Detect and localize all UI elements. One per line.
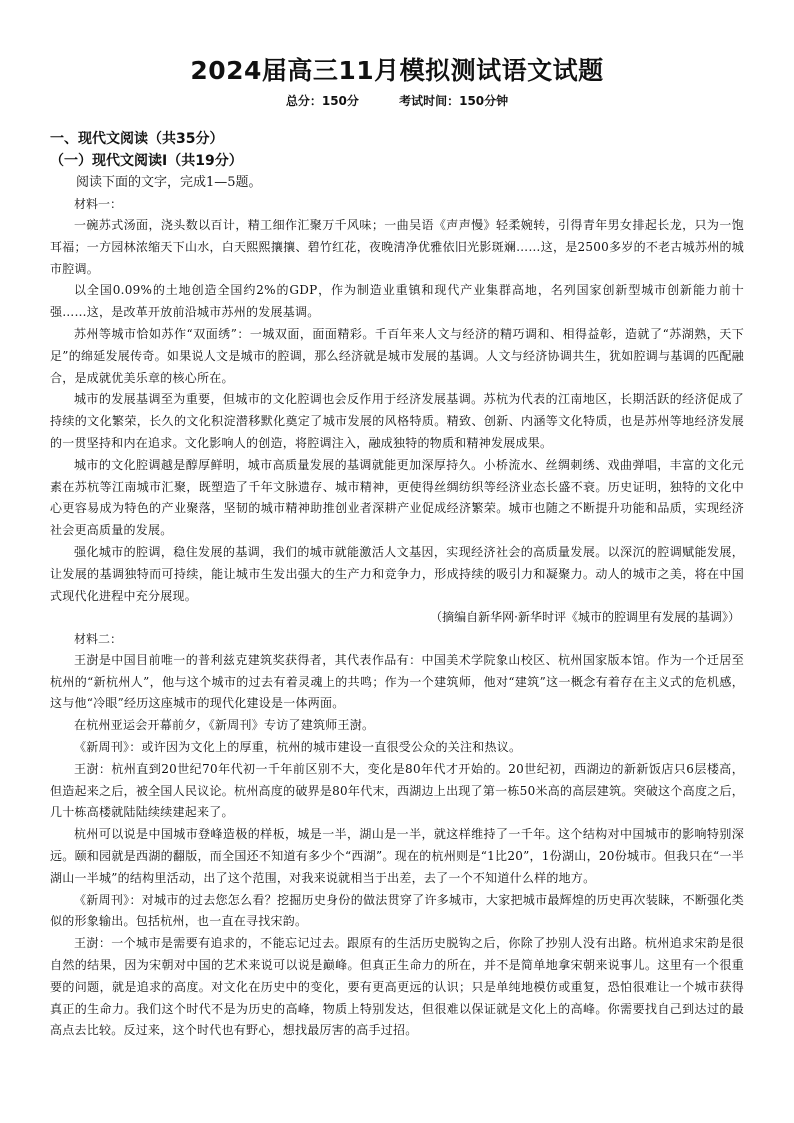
material-one-label: 材料一： bbox=[74, 197, 123, 211]
material-two-label: 材料二： bbox=[74, 631, 123, 646]
material-two-paragraph: 杭州可以说是中国城市登峰造极的样板，城是一半，湖山是一半，就这样维持了一千年。这个结构对中国城市的影响特别深远。颐和园就是西湖的翻版，而全国还不知道有多少个“西湖”。现在的杭州则是“1比20”，1份湖山，20份城市。但我只在“一半湖山一半城”的结构里活动，出了这个范围，对我来说就相当于出差，去了一个不知道什么样的地方。 bbox=[50, 827, 744, 885]
material-one-paragraph: 强化城市的腔调，稳住发展的基调，我们的城市就能激活人文基因，实现经济社会的高质量发展。以深沉的腔调赋能发展，让发展的基调独特而可持续，能让城市生发出强大的生产力和竞争力，形成持续的吸引力和凝聚力。动人的城市之美，将在中国式现代化进程中充分展现。 bbox=[50, 544, 744, 603]
material-one-paragraph: 一碗苏式汤面，浇头数以百计，精工细作汇聚万千风味；一曲吴语《声声慢》轻柔婉转，引得青年男女排起长龙，只为一饱耳福；一方园林浓缩天下山水，白天熙熙攘攘、碧竹红花，夜晚清净优雅依旧光影斑斓……这，是2500多岁的不老古城苏州的城市腔调。 bbox=[50, 218, 744, 276]
material-one-paragraph: 苏州等城市恰如苏作“双面绣”：一城双面，面面精彩。千百年来人文与经济的精巧调和、相得益彰，造就了“苏湖熟，天下足”的绵延发展传奇。如果说人文是城市的腔调，那么经济就是城市发展的基调。人文与经济协调共生，犹如腔调与基调的匹配融合，是成就优美乐章的核心所在。 bbox=[50, 326, 744, 385]
material-two-paragraph: 王澍：一个城市是需要有追求的，不能忘记过去。跟原有的生活历史脱钩之后，你除了抄别人没有出路。杭州追求宋韵是很自然的结果，因为宋朝对中国的艺术来说可以说是巅峰。但真正生命力的所在，并不是简单地拿宋朝来说事儿。这里有一个很重要的问题，就是追求的高度。对文化在历史中的变化，要有更高更远的认识；只是单纯地模仿或重复，恐怕很难让一个城市获得真正的生命力。我们这个时代不是为历史的高峰，物质上特别发达，但很难以保证就是文化上的高峰。你需要找自己到达过的最高点去比较。反过来，这个时代也有野心，想找最厉害的高手过招。 bbox=[50, 936, 744, 1038]
exam-title: 2024届高三11月模拟测试语文试题 bbox=[190, 56, 604, 85]
reading-instruction: 阅读下面的文字，完成1—5题。 bbox=[76, 175, 262, 190]
exam-meta bbox=[50, 92, 744, 110]
section-heading: 一、现代文阅读（共35分） bbox=[50, 131, 224, 147]
subsection-heading: （一）现代文阅读I（共19分） bbox=[50, 153, 243, 169]
material-two-paragraph: 《新周刊》：或许因为文化上的厚重，杭州的城市建设一直很受公众的关注和热议。 bbox=[74, 740, 522, 755]
exam-time: 考试时间：150分钟 bbox=[399, 94, 509, 108]
material-two-paragraph: 《新周刊》：对城市的过去您怎么看？挖掘历史身份的做法贯穿了许多城市，大家把城市最辉煌的历史再次装睐，不断强化类似的形象输出。包括杭州，也一直在寻找宋韵。 bbox=[50, 892, 744, 929]
material-one-paragraph: 城市的发展基调至为重要，但城市的文化腔调也会反作用于经济发展基调。苏杭为代表的江南地区，长期活跃的经济促成了持续的文化繁荣，长久的文化积淀潜移默化奠定了城市发展的风格特质。精致、创新、内涵等文化特质，也是苏州等地经济发展的一贯坚持和内在追求。文化影响人的创造，将腔调注入，融成独特的物质和精神发展成果。 bbox=[50, 392, 744, 450]
material-one-paragraph: 城市的文化腔调越是醇厚鲜明，城市高质量发展的基调就能更加深厚持久。小桥流水、丝绸刺绣、戏曲弹唱，丰富的文化元素在苏杭等江南城市汇聚，既塑造了千年文脉遗存、城市精神，更使得丝绸纺织等经济业态长盛不衰。历史证明，独特的文化中心更容易成为特色的产业聚落，坚韧的城市精神助推创业者深耕产业促成经济繁荣。城市也随之不断提升功能和品质，实现经济社会更高质量的发展。 bbox=[50, 457, 744, 538]
material-two-paragraph: 王澍是中国目前唯一的普利兹克建筑奖获得者，其代表作品有：中国美术学院象山校区、杭州国家版本馆。作为一个迁居至杭州的“新杭州人”，他与这个城市的过去有着灵魂上的共鸣；作为一个建筑师，他对“建筑”这一概念有着存在主义式的危机感，这与他“冷眼”经历这座城市的现代化建设是一体两面。 bbox=[50, 652, 744, 711]
material-two-paragraph: 在杭州亚运会开幕前夕，《新周刊》专访了建筑师王澍。 bbox=[74, 718, 375, 733]
material-one-source: （摘编自新华网·新华时评《城市的腔调里有发展的基调》） bbox=[430, 610, 740, 625]
material-two-paragraph: 王澍：杭州直到20世纪70年代初一千年前区别不大，变化是80年代才开始的。20世纪初，西湖边的新新饭店只6层楼高，但造起来之后，被全国人民议论。杭州高度的破界是80年代末，西湖边上出现了第一栋50米高的高层建筑。突破这个高度之后，几十栋高楼就陆陆续续建起来了。 bbox=[50, 761, 744, 820]
total-score: 总分：150分 bbox=[285, 94, 359, 108]
material-one-paragraph: 以全国0.09%的土地创造全国约2%的GDP，作为制造业重镇和现代产业集群高地，名列国家创新型城市创新能力前十强……这，是改革开放前沿城市苏州的发展基调。 bbox=[50, 283, 744, 320]
